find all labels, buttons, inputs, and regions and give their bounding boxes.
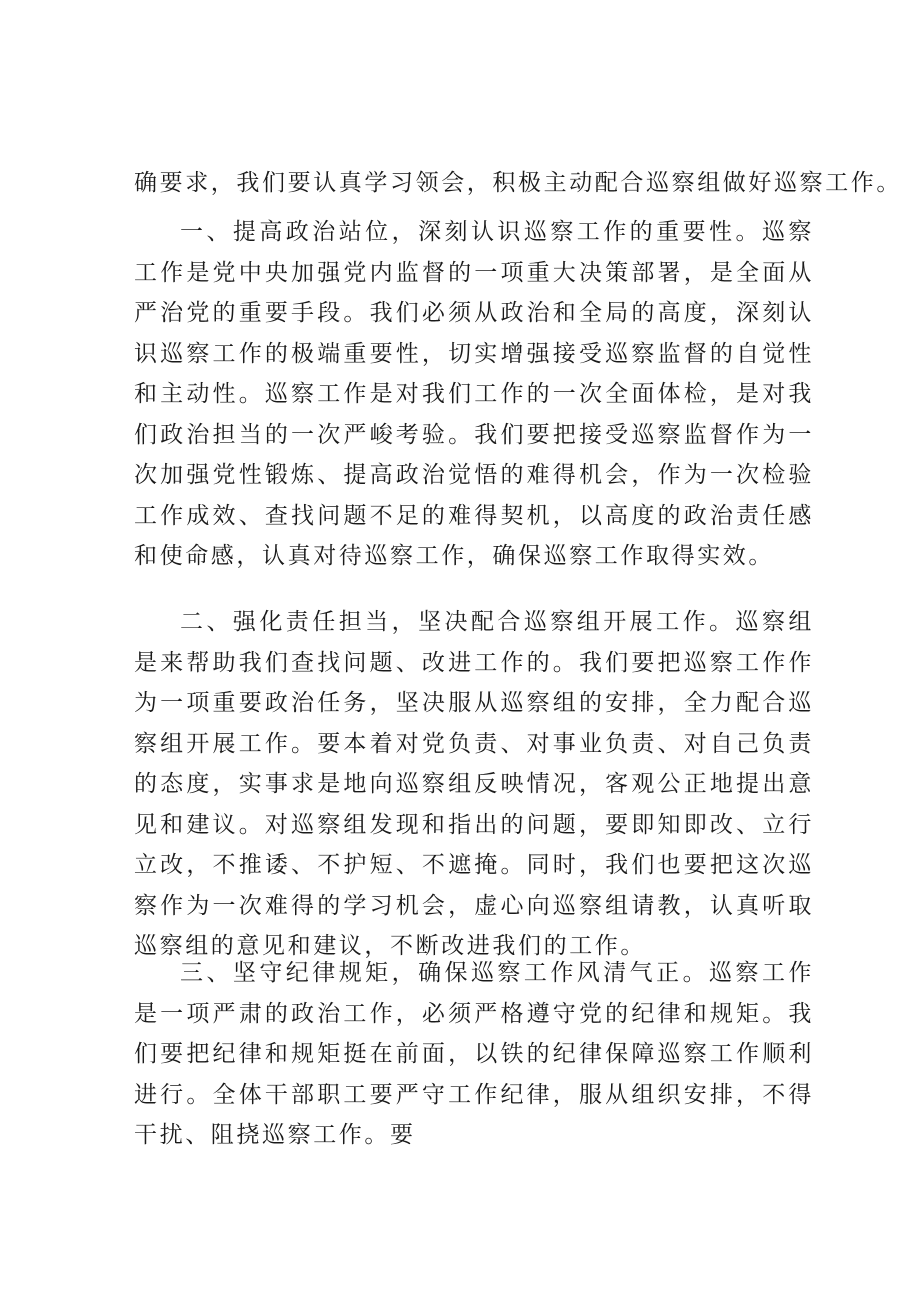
- paragraph-section-three: 三、坚守纪律规矩，确保巡察工作风清气正。巡察工作是一项严肃的政治工作，必须严格遵守党的纪律和规矩。我们要把纪律和规矩挺在前面，以铁的纪律保障巡察工作顺利进行。全体干部职工要严守工作纪律，服从组织安排，不得干扰、阻挠巡察工作。要: [134, 960, 814, 1148]
- section-one: [134, 212, 814, 577]
- paragraph-section-two: 二、强化责任担当，坚决配合巡察组开展工作。巡察组是来帮助我们查找问题、改进工作的。我们要把巡察工作作为一项重要政治任务，坚决服从巡察组的安排，全力配合巡察组开展工作。要本着对党负责、对事业负责、对自己负责的态度，实事求是地向巡察组反映情况，客观公正地提出意见和建议。对巡察组发现和指出的问题，要即知即改、立行立改，不推诿、不护短、不遮掩。同时，我们也要把这次巡察作为一次难得的学习机会，虚心向巡察组请教，认真听取巡察组的意见和建议，不断改进我们的工作。: [134, 609, 814, 959]
- section-two: [134, 602, 814, 967]
- paragraph-section-one: 一、提高政治站位，深刻认识巡察工作的重要性。巡察工作是党中央加强党内监督的一项重大决策部署，是全面从严治党的重要手段。我们必须从政治和全局的高度，深刻认识巡察工作的极端重要性，切实增强接受巡察监督的自觉性和主动性。巡察工作是对我们工作的一次全面体检，是对我们政治担当的一次严峻考验。我们要把接受巡察监督作为一次加强党性锻炼、提高政治觉悟的难得机会，作为一次检验工作成效、查找问题不足的难得契机，以高度的政治责任感和使命感，认真对待巡察工作，确保巡察工作取得实效。: [134, 219, 814, 569]
- text-line-continuation: [134, 163, 902, 204]
- section-three: [134, 953, 814, 1156]
- paragraph-continuation: 确要求，我们要认真学习领会，积极主动配合巡察组做好巡察工作。: [134, 170, 902, 196]
